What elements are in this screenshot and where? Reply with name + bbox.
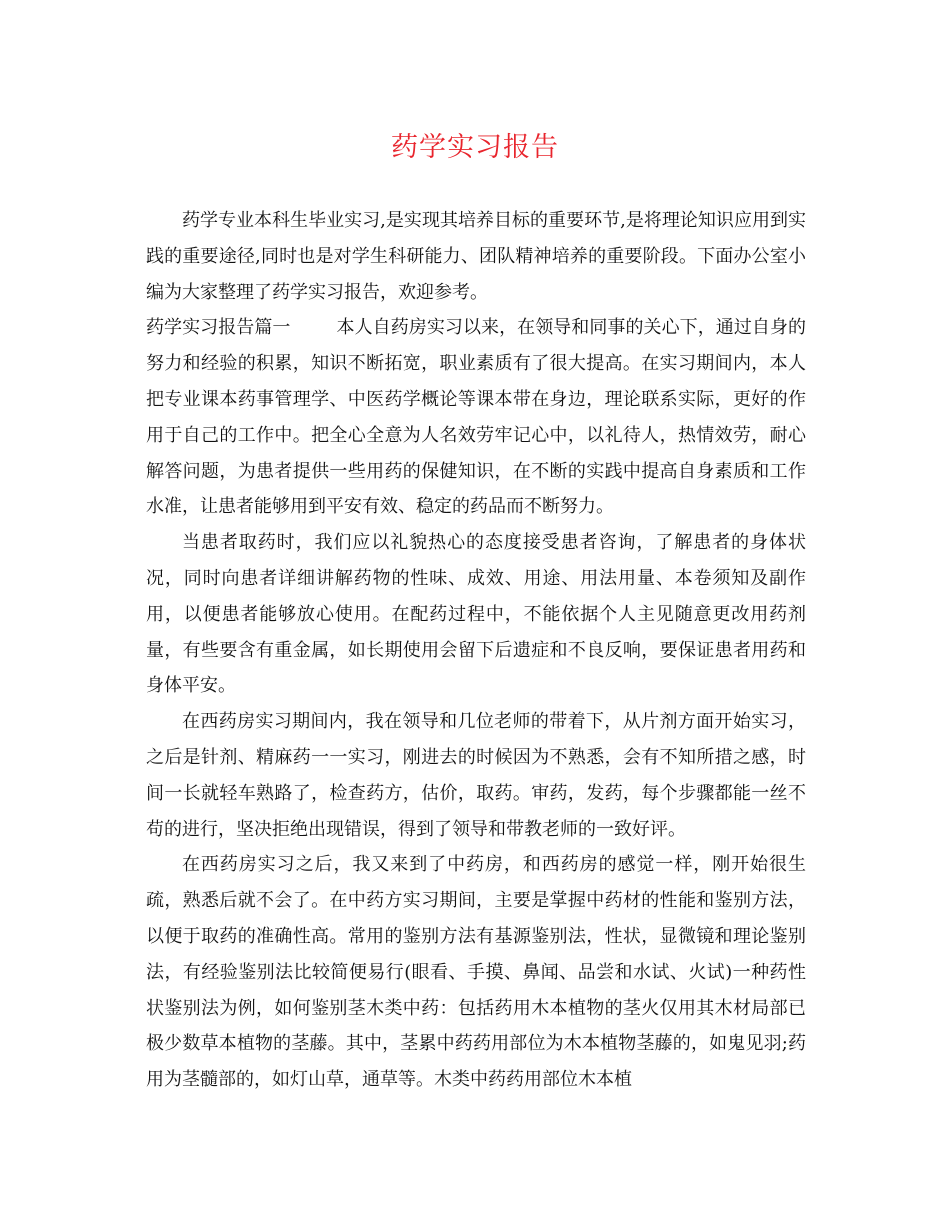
intro-paragraph: 药学专业本科生毕业实习,是实现其培养目标的重要环节,是将理论知识应用到实践的重要途径,同时也是对学生科研能力、团队精神培养的重要阶段。下面办公室小编为大家整理了药学实习报告，欢迎参考。 (146, 210, 806, 303)
section-first-paragraph: 本人自药房实习以来，在领导和同事的关心下，通过自身的努力和经验的积累，知识不断拓宽，职业素质有了很大提高。在实习期间内，本人把专业课本药事管理学、中医药学概论等课本带在身边，理论联系实际，更好的作用于自己的工作中。把全心全意为人名效劳牢记心中，以礼待人，热情效劳，耐心解答问题，为患者提供一些用药的保健知识，在不断的实践中提高自身素质和工作水准，让患者能够用到平安有效、稳定的药品而不断努力。 (146, 317, 807, 518)
document-body (146, 203, 806, 1098)
document-title: 药学实习报告 (391, 132, 559, 163)
body-paragraph: 当患者取药时，我们应以礼貌热心的态度接受患者咨询，了解患者的身体状况，同时向患者详细讲解药物的性味、成效、用途、用法用量、本卷须知及副作用，以便患者能够放心使用。在配药过程中，不能依据个人主见随意更改用药剂量，有些要含有重金属，如长期使用会留下后遗症和不良反响，要保证患者用药和身体平安。 (146, 532, 806, 697)
body-paragraph: 在西药房实习期间内，我在领导和几位老师的带着下，从片剂方面开始实习，之后是针剂、精麻药一一实习，刚进去的时候因为不熟悉，会有不知所措之感，时间一长就轻车熟路了，检查药方，估价，取药。审药，发药，每个步骤都能一丝不苟的进行，坚决拒绝出现错误，得到了领导和带教老师的一致好评。 (146, 711, 806, 840)
body-paragraph: 在西药房实习之后，我又来到了中药房，和西药房的感觉一样，刚开始很生疏，熟悉后就不会了。在中药方实习期间，主要是掌握中药材的性能和鉴别方法，以便于取药的准确性高。常用的鉴别方法有基源鉴别法，性状，显微镜和理论鉴别法，有经验鉴别法比较简便易行(眼看、手摸、鼻闻、品尝和水试、火试)一种药性状鉴别法为例，如何鉴别茎木类中药：包括药用木本植物的茎火仅用其木材局部已极少数草本植物的茎藤。其中，茎累中药药用部位为木本植物茎藤的，如鬼见羽;药用为茎髓部的，如灯山草，通草等。木类中药药用部位木本植 (146, 854, 806, 1091)
section-first-paragraph-block (146, 310, 806, 525)
section-heading: 药学实习报告篇一 (146, 317, 291, 339)
